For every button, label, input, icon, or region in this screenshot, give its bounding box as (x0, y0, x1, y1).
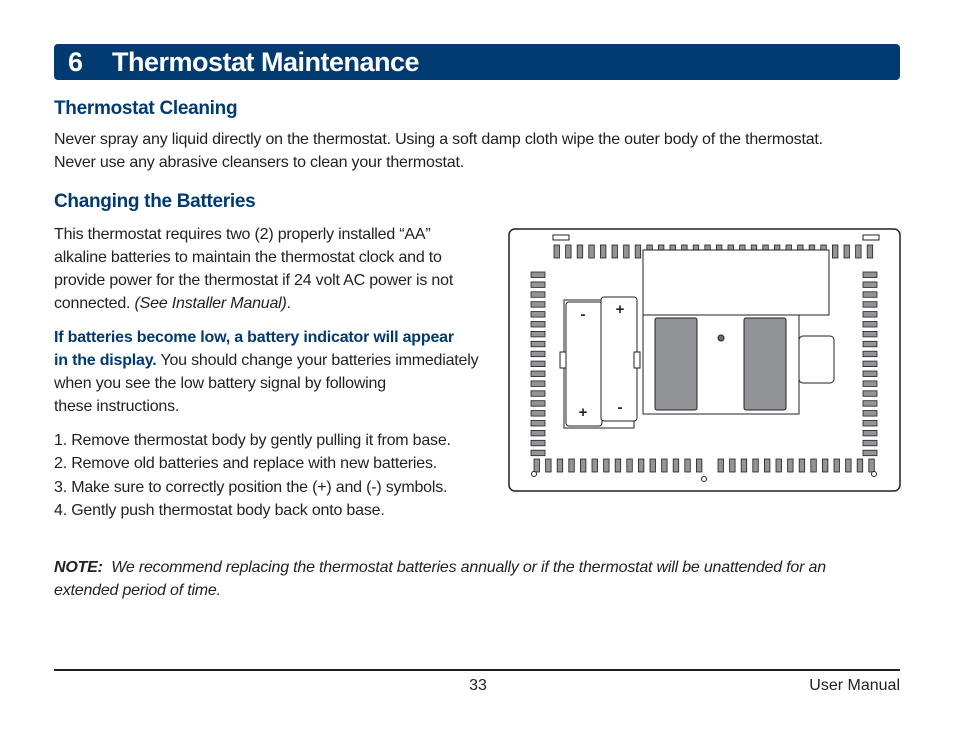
vent-slot-right (863, 292, 877, 298)
vent-slot-right (863, 351, 877, 357)
vent-slot-top (867, 245, 873, 258)
chapter-header (54, 44, 900, 80)
vent-slot-top (856, 245, 862, 258)
step-item: 1. Remove thermostat body by gently pulling it from base. (54, 432, 451, 449)
side-tab (799, 336, 834, 383)
cleaning-line-1: Never spray any liquid directly on the thermostat. Using a soft damp cloth wipe the outer body of the thermostat. (54, 131, 823, 148)
vent-slot-left (531, 282, 545, 288)
vent-slot-left (531, 450, 545, 456)
vent-slot-right (863, 411, 877, 417)
vent-slot-right (863, 450, 877, 456)
vent-slot-top (589, 245, 595, 258)
vent-slot-right (863, 430, 877, 436)
vent-slot-top (624, 245, 630, 258)
vent-slot-left (531, 341, 545, 347)
vent-slot-top (577, 245, 583, 258)
intro-line: alkaline batteries to maintain the thermostat clock and to (54, 249, 442, 266)
footer-doc-title: User Manual (809, 677, 900, 694)
step-item: 4. Gently push thermostat body back onto base. (54, 502, 385, 520)
vent-slot-right (863, 391, 877, 397)
vent-slot-left (531, 272, 545, 278)
vent-slot-right (863, 361, 877, 367)
vent-slot-right (863, 331, 877, 337)
vent-slot-right (863, 302, 877, 308)
hole-right (872, 472, 877, 477)
battery-left-bottom-symbol: + (578, 404, 588, 421)
vent-slot-left (531, 331, 545, 337)
vent-slot-bottom (753, 459, 759, 472)
vent-slot-left (531, 302, 545, 308)
vent-slot-bottom (764, 459, 770, 472)
intro-line: connected. (54, 295, 131, 312)
vent-slot-right (863, 421, 877, 427)
vent-slot-bottom (638, 459, 644, 472)
vent-slot-left (531, 401, 545, 407)
battery-right-bottom-symbol: - (617, 399, 623, 416)
chapter-number: 6 (68, 46, 84, 77)
vent-slot-left (531, 351, 545, 357)
note-text: We recommend replacing the thermostat batteries annually or if the thermostat will be unattended for an extended period of time. (54, 559, 826, 599)
vent-slot-right (863, 282, 877, 288)
vent-slot-bottom (534, 459, 540, 472)
vent-slot-bottom (730, 459, 736, 472)
chapter-title: Thermostat Maintenance (112, 46, 420, 77)
vent-slot-top (832, 245, 838, 258)
note-label: NOTE: (54, 559, 103, 576)
vent-slot-bottom (546, 459, 552, 472)
batteries-intro (54, 223, 504, 315)
vent-slot-left (531, 312, 545, 318)
step-item: 3. Make sure to correctly position the (+) and (-) symbols. (54, 478, 448, 496)
vent-slot-top (600, 245, 606, 258)
vent-slot-bottom (662, 459, 668, 472)
vent-slot-right (863, 312, 877, 318)
vent-slot-bottom (696, 459, 702, 472)
cleaning-paragraph (54, 128, 914, 174)
warning-line: these instructions. (54, 398, 180, 415)
vent-slot-right (863, 272, 877, 278)
vent-slot-left (531, 381, 545, 387)
vent-slot-bottom (627, 459, 633, 472)
intro-line-last: connected. (See Installer Manual). (54, 295, 291, 312)
battery-clip-left (560, 352, 566, 368)
note-paragraph (54, 556, 894, 602)
vent-slot-left (531, 421, 545, 427)
thermostat-battery-diagram (508, 228, 902, 494)
vent-slot-bottom (834, 459, 840, 472)
vent-slot-bottom (822, 459, 828, 472)
vent-slot-right (863, 440, 877, 446)
vent-slot-bottom (811, 459, 817, 472)
installer-manual-reference: (See Installer Manual) (134, 295, 287, 312)
vent-slot-bottom (569, 459, 575, 472)
battery-right-top-symbol: + (615, 301, 625, 318)
vent-slot-right (863, 341, 877, 347)
warning-line: in the display. You should change your batteries immediately (54, 352, 479, 369)
vent-slot-left (531, 411, 545, 417)
step-item: 2. Remove old batteries and replace with new batteries. (54, 455, 437, 473)
batteries-heading: Changing the Batteries (54, 191, 256, 212)
vent-slot-bottom (776, 459, 782, 472)
vent-slot-bottom (592, 459, 598, 472)
display-housing (643, 250, 829, 315)
contact-pad-right (744, 318, 786, 410)
vent-slot-bottom (799, 459, 805, 472)
intro-line: This thermostat requires two (2) properly installed “AA” (54, 226, 431, 243)
battery-left-top-symbol: - (580, 306, 586, 323)
vent-slot-bottom (557, 459, 563, 472)
vent-slot-left (531, 322, 545, 328)
battery-steps-list (54, 429, 451, 523)
top-slot-right (863, 235, 879, 240)
vent-slot-bottom (673, 459, 679, 472)
vent-slot-bottom (741, 459, 747, 472)
vent-slot-left (531, 371, 545, 377)
hole-left (532, 472, 537, 477)
vent-slot-bottom (650, 459, 656, 472)
mounting-screw (718, 335, 724, 341)
battery-clip-right (634, 352, 640, 368)
vent-slot-top (844, 245, 850, 258)
vent-slot-right (863, 371, 877, 377)
contact-pad-left (655, 318, 697, 410)
vent-slot-left (531, 361, 545, 367)
vent-slot-right (863, 401, 877, 407)
warning-line: when you see the low battery signal by following (54, 375, 386, 392)
vent-slot-bottom (869, 459, 875, 472)
warning-line: If batteries become low, a battery indicator will appear (54, 329, 454, 346)
cleaning-line-2: Never use any abrasive cleansers to clean your thermostat. (54, 154, 464, 171)
vent-slot-right (863, 322, 877, 328)
cleaning-heading: Thermostat Cleaning (54, 98, 238, 119)
vent-slot-right (863, 381, 877, 387)
intro-line: provide power for the thermostat if 24 volt AC power is not (54, 272, 454, 289)
battery-warning (54, 326, 504, 418)
vent-slot-bottom (604, 459, 610, 472)
vent-slot-bottom (615, 459, 621, 472)
vent-slot-bottom (857, 459, 863, 472)
vent-slot-left (531, 391, 545, 397)
vent-slot-left (531, 440, 545, 446)
vent-slot-bottom (788, 459, 794, 472)
vent-slot-left (531, 430, 545, 436)
page-number: 33 (469, 677, 487, 694)
vent-slot-top (612, 245, 618, 258)
vent-slot-top (635, 245, 641, 258)
vent-slot-top (566, 245, 572, 258)
vent-slot-bottom (718, 459, 724, 472)
hole-center (702, 477, 707, 482)
vent-slot-bottom (580, 459, 586, 472)
top-slot-left (553, 235, 569, 240)
vent-slot-bottom (846, 459, 852, 472)
footer-divider (54, 669, 900, 671)
vent-slot-bottom (685, 459, 691, 472)
vent-slot-top (554, 245, 560, 258)
vent-slot-left (531, 292, 545, 298)
